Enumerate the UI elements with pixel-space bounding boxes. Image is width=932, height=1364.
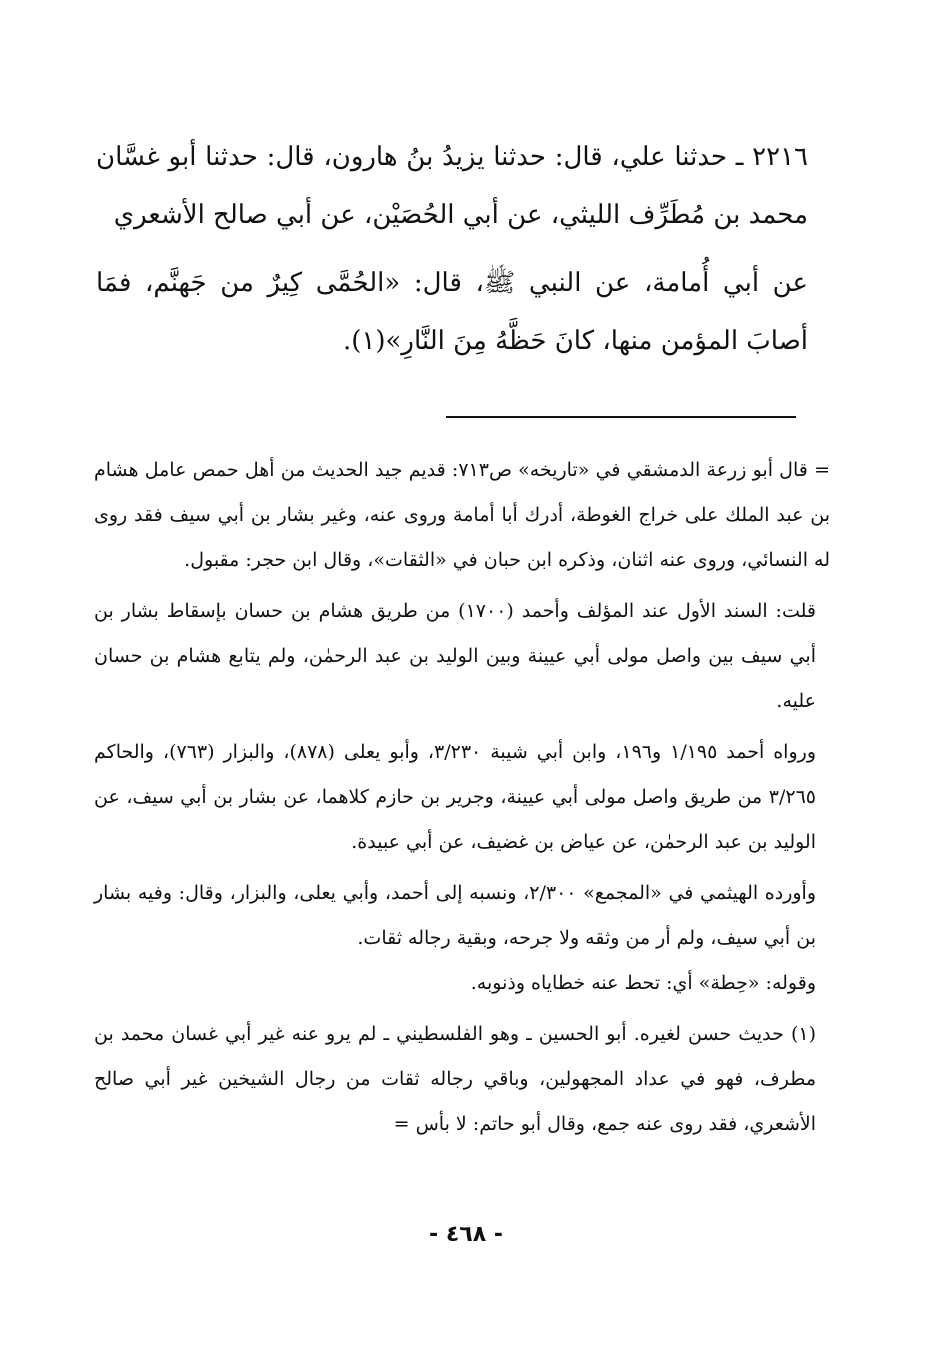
hadith-block [96,128,808,370]
footnote-paragraph-awradahu: وأورده الهيثمي في «المجمع» ٢/٣٠٠، ونسبه إلى أحمد، وأبي يعلى، والبزار، وقال: وفيه بشار بن أبي سيف، ولم أر من وثقه ولا جرحه، وبقية رجاله ثقات. [94,882,816,949]
page-number: - ٤٦٨ - [429,1222,503,1247]
hadith-isnad: ٢٢١٦ ـ حدثنا علي، قال: حدثنا يزيدُ بنُ هارون، قال: حدثنا أبو غسَّان محمد بن مُطَرِّف الليثي، عن أبي الحُصَيْن، عن أبي صالح الأشعري [96,142,808,230]
footnote-separator [446,416,796,418]
hadith-matn: عن أبي أُمامة، عن النبي ﷺ، قال: «الحُمَّى كِيرٌ من جَهنَّم، فمَا أصابَ المؤمن منها، كانَ حَظَّهُ مِنَ النَّارِ»(١). [96,268,808,356]
footnote-paragraph-qawluhu: وقوله: «حِطة» أي: تحط عنه خطاياه وذنوبه. [470,972,816,994]
footnote-continuation: = قال أبو زرعة الدمشقي في «تاريخه» ص٧١٣: قديم جيد الحديث من أهل حمص عامل هشام بن عبد الملك على خراج الغوطة، أدرك أبا أمامة وروى عنه، وغير بشار بن أبي سيف فقد روى له النسائي، وروى عنه اثنان، وذكره ابن حبان في «الثقات»، وقال ابن حجر: مقبول. [94,459,830,571]
footnotes [94,448,830,1147]
footnote-paragraph-rawahu: ورواه أحمد ١/١٩٥ و١٩٦، وابن أبي شيبة ٣/٢٣٠، وأبو يعلى (٨٧٨)، والبزار (٧٦٣)، والحاكم ٣/٢٦٥ من طريق واصل مولى أبي عيينة، وجرير بن حازم كلاهما، عن بشار بن أبي سيف، عن الوليد بن عبد الرحمٰن، عن عياض بن غضيف، عن أبي عبيدة. [94,741,816,853]
footnote-paragraph-qultu: قلت: السند الأول عند المؤلف وأحمد (١٧٠٠) من طريق هشام بن حسان بإسقاط بشار بن أبي سيف بين واصل مولى أبي عيينة وبين الوليد بن عبد الرحمٰن، ولم يتابع هشام بن حسان عليه. [94,600,816,712]
footnote-1: (١) حديث حسن لغيره. أبو الحسين ـ وهو الفلسطيني ـ لم يرو عنه غير أبي غسان محمد بن مطرف، فهو في عداد المجهولين، وباقي رجاله ثقات من رجال الشيخين غير أبي صالح الأشعري، فقد روى عنه جمع، وقال أبو حاتم: لا بأس = [94,1023,816,1135]
